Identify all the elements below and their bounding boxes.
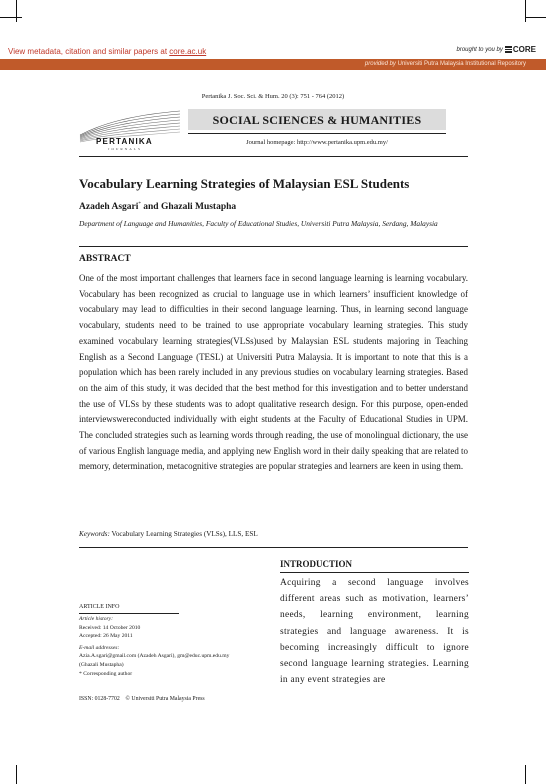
email-label: E-mail addresses: (79, 644, 120, 651)
header-rule (188, 133, 446, 134)
article-info (79, 615, 279, 678)
article-info-heading: ARTICLE INFO (79, 604, 120, 610)
intro-rule (280, 572, 469, 573)
received-date: Received: 14 October 2010 (79, 624, 141, 631)
introduction-heading: INTRODUCTION (280, 559, 353, 569)
abstract-rule (79, 246, 468, 247)
crop-mark (525, 17, 546, 18)
brought-text: brought to you by (456, 46, 503, 53)
paper-title: Vocabulary Learning Strategies of Malaysian ESL Students (79, 176, 410, 191)
accepted-date: Accepted: 26 May 2011 (79, 633, 133, 640)
core-view-text: View metadata, citation and similar papers at (8, 47, 168, 56)
authors (79, 202, 236, 212)
author-rest: and Ghazali Mustapha (140, 202, 237, 213)
crop-mark (525, 765, 526, 784)
journal-homepage: Journal homepage: http://www.pertanika.upm.edu.my/ (246, 139, 388, 146)
brought-by-core[interactable] (457, 45, 537, 54)
corresponding-author-note: * Corresponding author (79, 670, 133, 677)
keywords-rule (79, 547, 468, 548)
core-stack-icon (505, 46, 512, 53)
logo-subtitle: JOURNALS (108, 147, 142, 151)
crop-mark (525, 0, 526, 22)
article-info-rule (79, 613, 179, 614)
core-metadata-link[interactable] (8, 47, 206, 56)
introduction-text: Acquiring a second language involves different areas such as motivation, learners’ needs, learning environment, learning strategies and language awareness. It is becoming increasingly difficult to ignore second language learning strategies. Learning in any event strategies are (280, 578, 469, 686)
history-label: Article history: (79, 616, 114, 622)
section-title: SOCIAL SCIENCES & HUMANITIES (212, 113, 422, 127)
core-label: CORE (512, 45, 536, 54)
abstract-heading: ABSTRACT (79, 254, 131, 264)
provided-by-text[interactable] (365, 61, 526, 67)
issn-footer: ISSN: 0128-7702 © Universiti Putra Malaysia Press (79, 696, 205, 702)
abstract-text: One of the most important challenges that learners face in second language learning is learning vocabulary. Vocabulary has been recognized as crucial to language use in which learners’ insufficient knowledge of vocabulary may lead to difficulties in their second language learning. Thus, in learning second language vocabulary, students need to be trained to use appropriate vocabulary learning strategies. This study examined vocabulary learning strategies(VLSs)used by Malaysian ESL students majoring in Teaching English as a Second Language (TESL) at Universiti Putra Malaysia. It is important to note that this is a population which has been rarely included in any previous studies on vocabulary learning strategies. Based on the aim of this study, it was decided that the best method for this investigation and to better understand the use of VLSs by these students was to adopt qualitative research design. For this purpose, open-ended interviewswereconducted individually with eight students at the Faculty of Educational Studies in UPM. The concluded strategies such as learning words through reading, the use of monolingual dictionary, the use of various English language media, and applying new English word in their daily speaking that are related to memory, determination, metacognitive strategies are popular strategies and learners are keen in using them. (79, 273, 468, 472)
crop-mark (0, 17, 22, 18)
journal-reference: Pertanika J. Soc. Sci. & Hum. 20 (3): 751 - 764 (2012) (201, 93, 345, 100)
provided-source: Universiti Putra Malaysia Institutional Repository (397, 61, 526, 67)
author-first: Azadeh Asgari (79, 202, 139, 213)
core-logo[interactable] (505, 45, 536, 54)
affiliation: Department of Language and Humanities, Faculty of Educational Studies, Universiti Putra Malaysia, Serdang, Malaysia (79, 219, 438, 228)
email-addresses-cont: (Ghazali Mustapha) (79, 661, 124, 668)
provided-prefix: provided by (364, 61, 396, 67)
email-addresses: Azia.A.sgari@gmail.com (Azadeh Asgari), gm@educ.upm.edu.my (79, 653, 230, 660)
keywords (79, 530, 258, 538)
keywords-text: Vocabulary Learning Strategies (VLSs), LLS, ESL (109, 530, 258, 538)
core-ac-uk-link[interactable]: core.ac.uk (169, 47, 207, 56)
header-rule (79, 156, 468, 157)
logo-name: PERTANIKA (96, 137, 153, 146)
crop-mark (16, 0, 17, 22)
crop-mark (16, 765, 17, 784)
keywords-label: Keywords: (79, 530, 110, 538)
corresponding-mark: * (138, 202, 141, 207)
